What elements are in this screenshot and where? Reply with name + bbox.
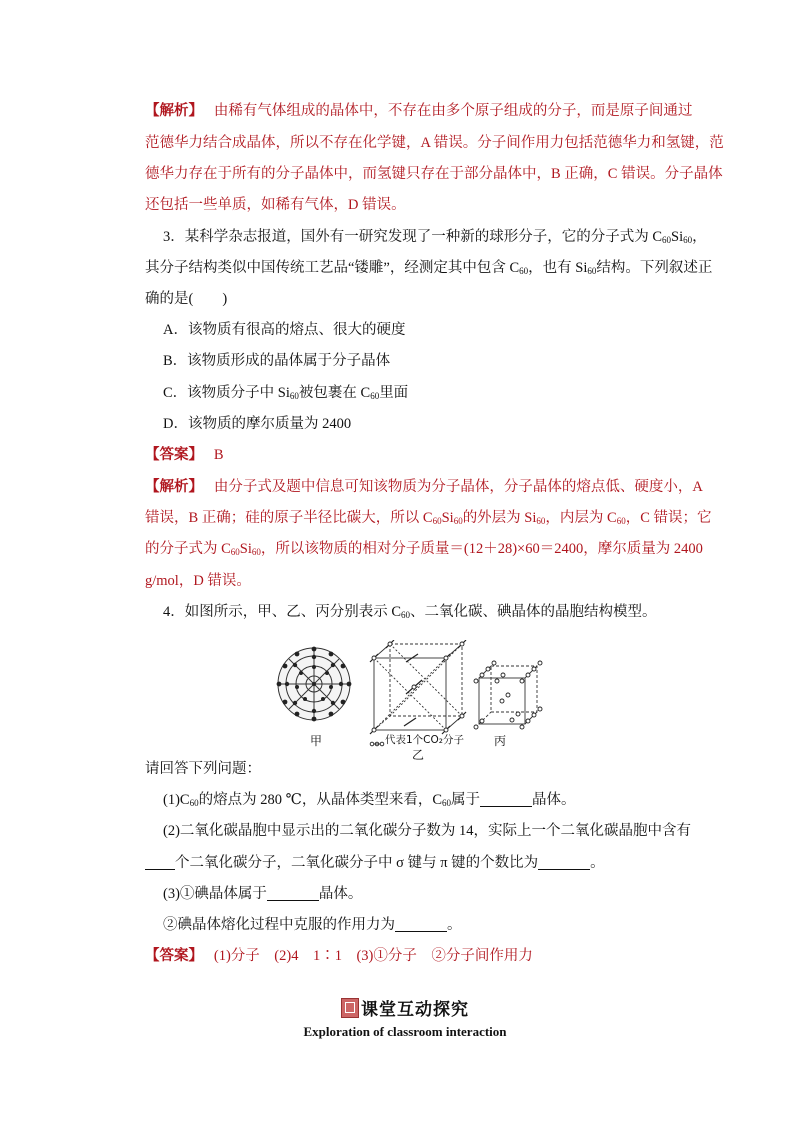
- answer-blank[interactable]: [145, 855, 175, 870]
- q3-text: 其分子结构类似中国传统工艺品“镂雕”，经测定其中包含 C: [145, 260, 520, 276]
- q4-part4: [163, 915, 462, 935]
- section-title-text: 课堂互动探究: [361, 1000, 469, 1020]
- q4-part2-line1: (2)二氧化碳晶胞中显示出的二氧化碳分子数为 14，实际上一个二氧化碳晶胞中含有: [163, 823, 692, 839]
- subscript: 60: [370, 391, 380, 401]
- q3-text: ，: [692, 229, 707, 245]
- answer-blank[interactable]: [267, 886, 319, 901]
- q4-text: 属于: [451, 792, 480, 808]
- analysis3-line3: [145, 539, 703, 559]
- q4-text: 、二氧化碳、碘晶体的晶胞结构模型。: [410, 604, 657, 620]
- q4-text: 个二氧化碳分子，二氧化碳分子中 σ 键与 π 键的个数比为: [175, 855, 539, 871]
- q4-text: 的熔点为 280 ℃，从晶体类型来看，C: [198, 792, 442, 808]
- q3-text: Si: [671, 229, 684, 245]
- subscript: 60: [251, 547, 261, 557]
- subscript: 60: [432, 516, 442, 526]
- analysis-text: 由稀有气体组成的晶体中，不存在由多个原子组成的分子，而是原子间通过: [213, 103, 693, 119]
- q4-intro: [163, 602, 657, 622]
- q4-text: (3)①碘晶体属于: [163, 886, 267, 902]
- subscript: 60: [289, 391, 299, 401]
- q4-text: 。: [447, 917, 462, 933]
- book-icon: [341, 998, 359, 1018]
- co2-unit-cell-model: [370, 640, 466, 746]
- subscript: 60: [683, 235, 693, 245]
- analysis1-line4: 还包括一些单质，如稀有气体，D 错误。: [145, 197, 406, 213]
- analysis-text: ，C 错误；它: [625, 510, 712, 526]
- option-text: 被包裹在 C: [298, 385, 371, 401]
- answer-tag: 【答案】: [145, 948, 203, 964]
- answer-text: (1)分子 (2)4 1∶1 (3)①分子 ②分子间作用力: [213, 948, 533, 964]
- subscript: 60: [401, 610, 411, 620]
- iodine-unit-cell-model: [474, 661, 542, 729]
- subscript: 60: [536, 516, 546, 526]
- answer-text: B: [213, 447, 224, 463]
- analysis-tag: 【解析】: [145, 103, 203, 119]
- q3-text: ，也有 Si: [528, 260, 588, 276]
- answer-tag: 【答案】: [145, 447, 203, 463]
- q4-text: 4．如图所示，甲、乙、丙分别表示 C: [163, 604, 402, 620]
- subscript: 60: [616, 516, 626, 526]
- c60-ball-model: [277, 647, 352, 722]
- answer-blank[interactable]: [480, 792, 532, 807]
- q4-part2-line2: [145, 853, 605, 873]
- analysis3-line1: [145, 477, 703, 497]
- q3-line2: [145, 258, 712, 278]
- q3-text: 3．某科学杂志报道，国外有一研究发现了一种新的球形分子，它的分子式为 C: [163, 229, 663, 245]
- section-banner: [290, 995, 520, 1040]
- section-subtitle: Exploration of classroom interaction: [303, 1024, 507, 1039]
- analysis1-line2: 范德华力结合成晶体，所以不存在化学键，A 错误。分子间作用力包括范德华力和氢键，范: [145, 135, 724, 151]
- q3-line3: 确的是( ): [145, 291, 228, 307]
- option-text: 里面: [379, 385, 409, 401]
- analysis-text: Si: [239, 541, 252, 557]
- subscript: 60: [587, 266, 597, 276]
- answer-blank[interactable]: [538, 855, 590, 870]
- subscript: 60: [230, 547, 240, 557]
- crystal-figure: [276, 640, 546, 762]
- q4-text: 晶体。: [318, 886, 363, 902]
- analysis-text: ，所以该物质的相对分子质量＝(12＋28)×60＝2400，摩尔质量为 2400: [260, 541, 703, 557]
- analysis1-line1: [145, 101, 692, 121]
- q3-option-d: D．该物质的摩尔质量为 2400: [163, 416, 352, 432]
- analysis-text: 的分子式为 C: [145, 541, 231, 557]
- q4-text: ②碘晶体熔化过程中克服的作用力为: [163, 917, 395, 933]
- q3-option-c: [163, 383, 408, 403]
- caption-yi: 乙: [412, 748, 425, 762]
- subscript: 60: [442, 798, 451, 808]
- answer-blank[interactable]: [395, 917, 447, 932]
- q4-prompt: 请回答下列问题：: [145, 761, 261, 777]
- q4-part3: [163, 884, 362, 904]
- section-title: [290, 995, 520, 1020]
- analysis-text: 错误，B 正确；硅的原子半径比碳大，所以 C: [145, 510, 433, 526]
- q3-line1: [163, 227, 707, 247]
- q4-text: 。: [590, 855, 605, 871]
- analysis-tag: 【解析】: [145, 479, 203, 495]
- analysis-text: Si: [441, 510, 454, 526]
- caption-co2-legend: 代表1个CO₂分子: [385, 734, 464, 746]
- subscript: 60: [453, 516, 463, 526]
- q4-answer: [145, 946, 533, 966]
- analysis-text: 由分子式及题中信息可知该物质为分子晶体，分子晶体的熔点低、硬度小，A: [213, 479, 703, 495]
- subscript: 60: [189, 798, 199, 808]
- analysis3-line4: g/mol，D 错误。: [145, 573, 251, 589]
- analysis3-line2: [145, 508, 712, 528]
- option-text: C．该物质分子中 Si: [163, 385, 290, 401]
- subscript: 60: [662, 235, 672, 245]
- q3-option-a: A．该物质有很高的熔点、很大的硬度: [163, 322, 406, 338]
- analysis1-line3: 德华力存在于所有的分子晶体中，而氢键只存在于部分晶体中，B 正确，C 错误。分子晶体: [145, 166, 723, 182]
- subscript: 60: [519, 266, 529, 276]
- caption-bing: 丙: [494, 734, 507, 748]
- q3-answer: [145, 445, 224, 465]
- q3-option-b: B．该物质形成的晶体属于分子晶体: [163, 353, 391, 369]
- analysis-text: ，内层为 C: [545, 510, 617, 526]
- caption-jia: 甲: [310, 734, 323, 748]
- analysis-text: 的外层为 Si: [462, 510, 537, 526]
- q4-text: (1)C: [163, 792, 190, 808]
- q4-part1: [163, 790, 576, 810]
- q3-text: 结构。下列叙述正: [596, 260, 713, 276]
- q4-text: 晶体。: [532, 792, 576, 808]
